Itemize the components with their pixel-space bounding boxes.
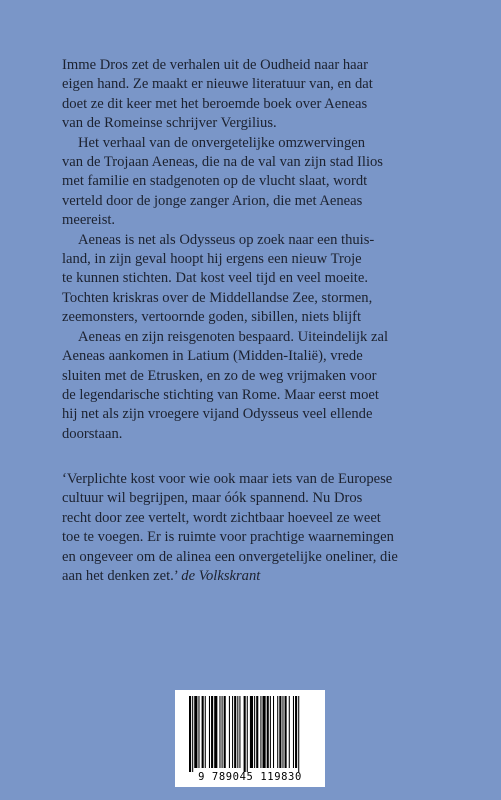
- blurb-line: Aeneas en zijn reisgenoten bespaard. Uiteindelijk zal: [78, 328, 388, 345]
- quote-last-line: [62, 567, 457, 586]
- barcode-bar: [289, 696, 290, 768]
- barcode-bar: [205, 696, 206, 768]
- barcode-bar: [244, 696, 246, 772]
- isbn-number: 9 789045 119830: [198, 771, 302, 783]
- quote-line: cultuur wil begrijpen, maar óók spannend. Nu Dros: [62, 490, 363, 507]
- blurb-line: land, in zijn geval hoopt hij ergens een nieuw Troje: [62, 251, 362, 268]
- barcode-bar: [214, 696, 217, 768]
- blurb-line: Tochten kriskras over de Middellandse Zee, stormen,: [62, 289, 373, 306]
- barcode-bar: [256, 696, 258, 768]
- barcode-bar: [247, 696, 248, 772]
- blurb-line: te kunnen stichten. Dat kost veel tijd en veel moeite.: [62, 270, 368, 287]
- barcode-bar: [194, 696, 197, 768]
- barcode-bar: [282, 696, 283, 768]
- quote-source: de Volkskrant: [181, 568, 261, 585]
- barcode-bar: [263, 696, 266, 768]
- quote-line: recht door zee vertelt, wordt zichtbaar hoeveel ze weet: [62, 509, 381, 526]
- quote-line: en ongeveer om de alinea een onvergetelijke oneliner, die: [62, 548, 398, 565]
- blurb-line: zeemonsters, vertoornde goden, sibillen, niets blijft: [62, 309, 362, 326]
- barcode-bar: [202, 696, 204, 768]
- barcode-bar: [295, 696, 297, 768]
- blurb-line: doorstaan.: [62, 425, 123, 442]
- barcode-bar: [254, 696, 255, 768]
- quote-line: toe te voegen. Er is ruimte voor prachtige waarnemingen: [62, 529, 394, 546]
- blurb-line: Het verhaal van de onvergetelijke omzwervingen: [78, 134, 366, 151]
- blurb-line: van de Trojaan Aeneas, die na de val van zijn stad Ilios: [62, 154, 383, 171]
- blurb-line: van de Romeinse schrijver Vergilius.: [62, 115, 277, 132]
- back-cover-blurb: [62, 56, 452, 444]
- blurb-line: Aeneas is net als Odysseus op zoek naar een thuis-: [78, 231, 375, 248]
- barcode-bar: [239, 696, 240, 768]
- barcode-bar: [279, 696, 281, 768]
- barcode-bar: [234, 696, 236, 768]
- blurb-line: eigen hand. Ze maakt er nieuwe literatuur van, en dat: [62, 76, 373, 93]
- isbn-barcode: [175, 690, 325, 787]
- barcode-bar: [209, 696, 210, 768]
- blurb-line: Aeneas aankomen in Latium (Midden-Italië), vrede: [62, 348, 363, 365]
- barcode-bar: [232, 696, 233, 768]
- barcode-bar: [273, 696, 274, 768]
- blurb-line: met familie en stadgenoten op de vlucht slaat, wordt: [62, 173, 368, 190]
- barcode-bar: [222, 696, 223, 768]
- press-quote: [62, 470, 457, 586]
- blurb-line: meereist.: [62, 212, 116, 229]
- quote-line-end: aan het denken zet.’: [62, 568, 178, 585]
- quote-line: ‘Verplichte kost voor wie ook maar iets van de Europese: [62, 471, 393, 487]
- barcode-bar: [237, 696, 238, 768]
- barcode-bar: [298, 696, 299, 772]
- barcode-bar: [250, 696, 253, 768]
- barcode-bar: [260, 696, 261, 768]
- barcode-bar: [211, 696, 213, 768]
- barcode-bar: [192, 696, 193, 772]
- barcode-bar: [293, 696, 294, 768]
- blurb-line: doet ze dit keer met het beroemde boek over Aeneas: [62, 95, 368, 112]
- blurb-line: Imme Dros zet de verhalen uit de Oudheid naar haar: [62, 57, 368, 73]
- barcode-bar: [224, 696, 226, 768]
- barcode-bar: [267, 696, 269, 768]
- barcode-bar: [277, 696, 278, 768]
- barcode-bar: [270, 696, 271, 768]
- barcode-bar: [219, 696, 220, 768]
- barcode-bar: [198, 696, 199, 768]
- barcode-bar: [229, 696, 230, 768]
- blurb-line: verteld door de jonge zanger Arion, die met Aeneas: [62, 192, 363, 209]
- blurb-line: de legendarische stichting van Rome. Maar eerst moet: [62, 386, 379, 403]
- barcode-bar: [189, 696, 191, 772]
- blurb-line: sluiten met de Etrusken, en zo de weg vrijmaken voor: [62, 367, 377, 384]
- barcode-bar: [285, 696, 287, 768]
- blurb-line: hij net als zijn vroegere vijand Odysseus veel ellende: [62, 406, 373, 423]
